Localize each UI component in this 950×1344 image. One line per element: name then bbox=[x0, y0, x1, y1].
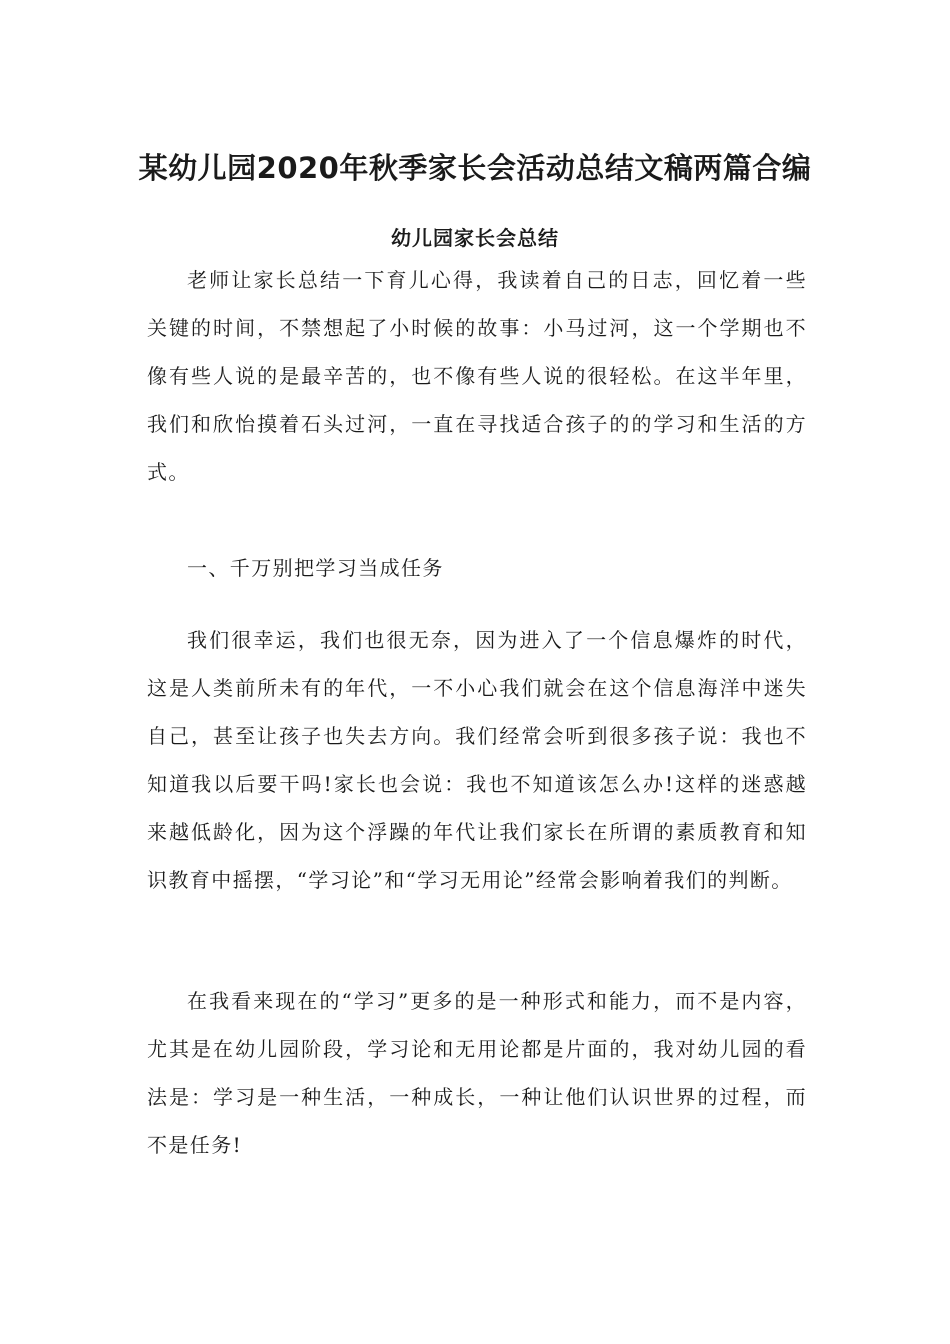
document-title: 某幼儿园2020年秋季家长会活动总结文稿两篇合编 bbox=[138, 151, 812, 185]
paragraph-intro: 老师让家长总结一下育儿心得，我读着自己的日志，回忆着一些关键的时间，不禁想起了小时候的故事：小马过河，这一个学期也不像有些人说的是最辛苦的，也不像有些人说的很轻松。在这半年里，我们和欣怡摸着石头过河，一直在寻找适合孩子的的学习和生活的方式。 bbox=[147, 268, 807, 484]
paragraph-learning-view: 在我看来现在的“学习”更多的是一种形式和能力，而不是内容，尤其是在幼儿园阶段，学习论和无用论都是片面的，我对幼儿园的看法是：学习是一种生活，一种成长，一种让他们认识世界的过程，而不是任务! bbox=[147, 989, 807, 1157]
paragraph-information-age: 我们很幸运，我们也很无奈，因为进入了一个信息爆炸的时代，这是人类前所未有的年代，一不小心我们就会在这个信息海洋中迷失自己，甚至让孩子也失去方向。我们经常会听到很多孩子说：我也不知道我以后要干吗!家长也会说：我也不知道该怎么办!这样的迷惑越来越低龄化，因为这个浮躁的年代让我们家长在所谓的素质教育和知识教育中摇摆，“学习论”和“学习无用论”经常会影响着我们的判断。 bbox=[147, 628, 807, 892]
section-heading-one: 一、千万别把学习当成任务 bbox=[187, 556, 444, 580]
document-subtitle: 幼儿园家长会总结 bbox=[391, 226, 559, 250]
